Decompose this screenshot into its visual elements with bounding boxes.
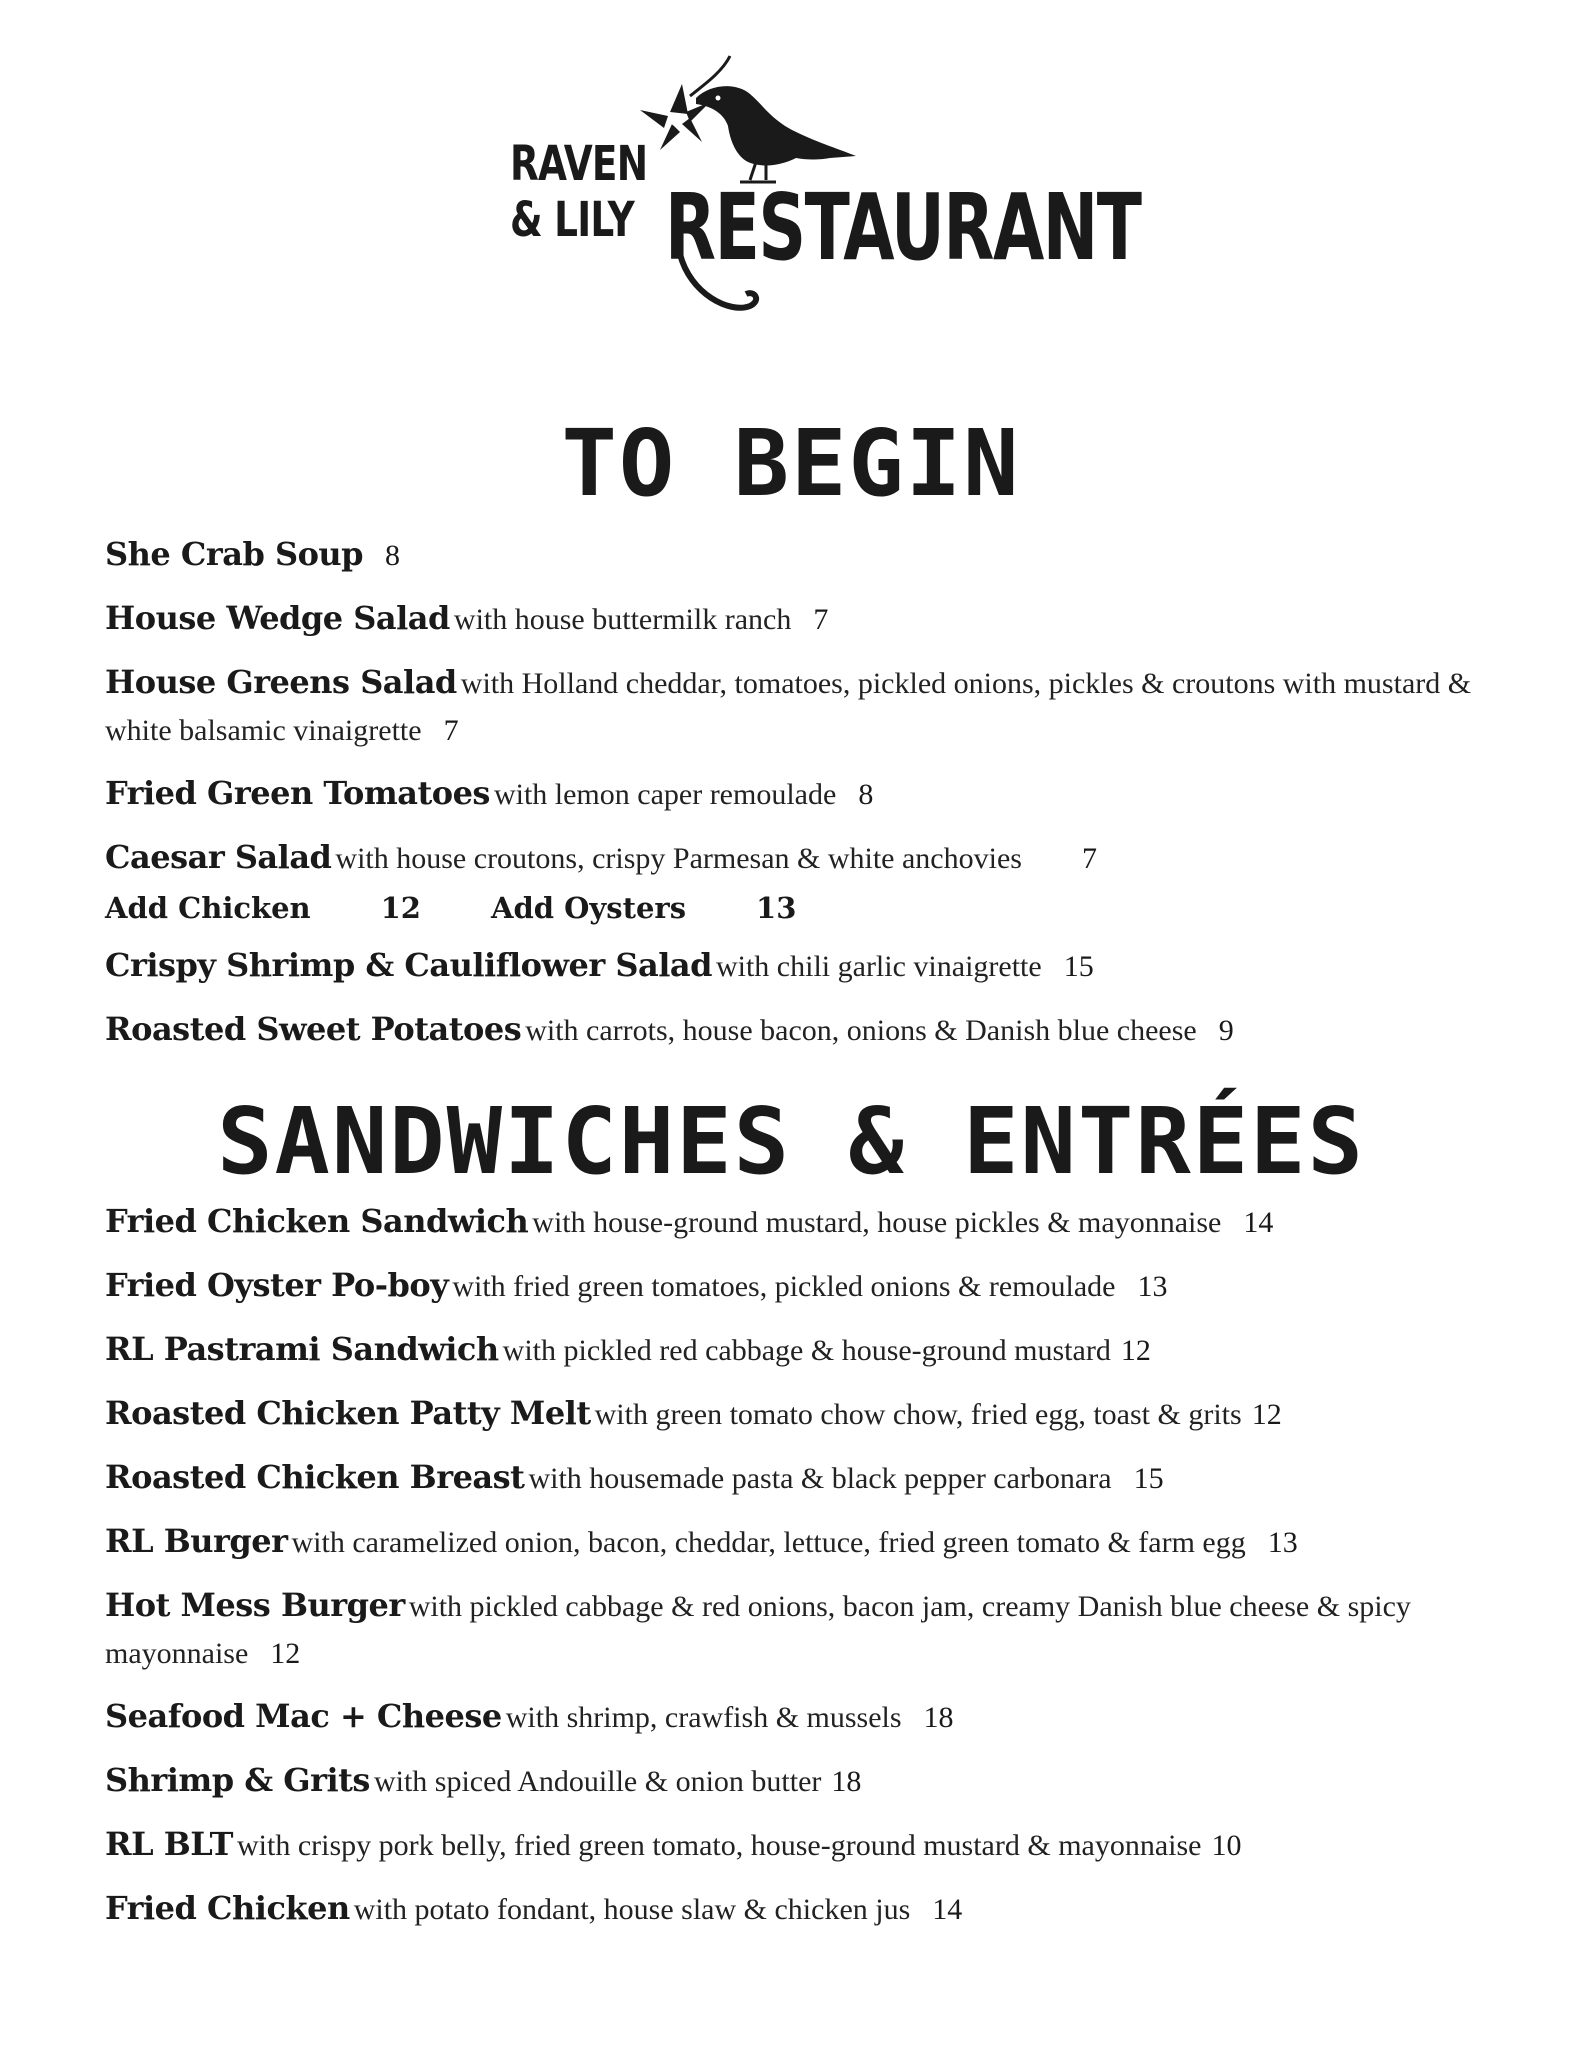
menu-item-name: She Crab Soup [105, 535, 364, 573]
menu-item-price: 10 [1211, 1829, 1242, 1862]
menu-item-price: 8 [385, 539, 401, 572]
menu-item-description: with house croutons, crispy Parmesan & white anchovies [335, 842, 1022, 875]
menu-item-name: Fried Chicken [105, 1889, 350, 1927]
menu-item-description: with potato fondant, house slaw & chicken jus [353, 1893, 911, 1926]
menu-item-description: with fried green tomatoes, pickled onions & remoulade [452, 1270, 1116, 1303]
menu-item-name: Crispy Shrimp & Cauliflower Salad [105, 946, 712, 984]
menu-item-name: Seafood Mac + Cheese [105, 1697, 502, 1735]
menu-item-name: Roasted Chicken Patty Melt [105, 1394, 591, 1432]
menu-item [105, 1456, 1485, 1505]
menu-item [105, 1392, 1485, 1441]
addon-price: 13 [756, 891, 797, 925]
menu-item-name: RL Burger [105, 1522, 288, 1560]
to-begin-menu-list [105, 533, 1485, 1072]
section-title-to-begin: TO BEGIN [561, 410, 1021, 517]
menu-item-price: 12 [1120, 1334, 1151, 1367]
menu-item [105, 1264, 1485, 1313]
menu-item-name: RL Pastrami Sandwich [105, 1330, 499, 1368]
section-title-sandwiches-entrees: SANDWICHES & ENTRÉES [217, 1088, 1365, 1195]
menu-item-description: with chili garlic vinaigrette [715, 950, 1042, 983]
menu-item [105, 1584, 1485, 1680]
menu-item-name: Fried Green Tomatoes [105, 774, 490, 812]
caesar-addons [105, 888, 1485, 928]
menu-item [105, 1520, 1485, 1569]
menu-item-name: Fried Chicken Sandwich [105, 1202, 529, 1240]
menu-item [105, 772, 1485, 821]
menu-item-description: with caramelized onion, bacon, cheddar, lettuce, fried green tomato & farm egg [291, 1526, 1246, 1559]
addon-label: Add Oysters [490, 891, 687, 925]
menu-item-name: Shrimp & Grits [105, 1761, 370, 1799]
menu-item [105, 1200, 1485, 1249]
menu-item-description: with carrots, house bacon, onions & Danish blue cheese [525, 1014, 1197, 1047]
addon-price: 12 [380, 891, 421, 925]
menu-item-name: Roasted Sweet Potatoes [105, 1010, 522, 1048]
menu-item-name: Fried Oyster Po-boy [105, 1266, 449, 1304]
menu-item-price: 12 [1251, 1398, 1282, 1431]
logo-word-raven: RAVEN [510, 136, 648, 192]
menu-item-description: with crispy pork belly, fried green tomato, house-ground mustard & mayonnaise [236, 1829, 1202, 1862]
menu-item-price: 18 [923, 1701, 954, 1734]
restaurant-logo [500, 44, 1141, 334]
menu-item-price: 15 [1063, 950, 1094, 983]
menu-item-name: RL BLT [105, 1825, 233, 1863]
menu-item-price: 13 [1137, 1270, 1168, 1303]
menu-item-name: Caesar Salad [105, 838, 332, 876]
menu-item [105, 944, 1485, 993]
menu-item-price: 13 [1267, 1526, 1298, 1559]
menu-item-description: with spiced Andouille & onion butter [373, 1765, 822, 1798]
logo-word-lily: & LILY [510, 192, 634, 248]
menu-item [105, 836, 1485, 885]
menu-item-description: with house-ground mustard, house pickles & mayonnaise [532, 1206, 1222, 1239]
menu-item [105, 533, 1485, 582]
menu-item [105, 1759, 1485, 1808]
menu-item-description: with housemade pasta & black pepper carbonara [528, 1462, 1112, 1495]
menu-item-description: with lemon caper remoulade [493, 778, 837, 811]
menu-item-name: Hot Mess Burger [105, 1586, 405, 1624]
menu-item-description: with pickled red cabbage & house-ground mustard [502, 1334, 1111, 1367]
menu-item-price: 9 [1218, 1014, 1234, 1047]
menu-item-price: 18 [831, 1765, 862, 1798]
menu-item-description: with pickled cabbage & red onions, bacon jam, creamy Danish blue cheese & spicy mayonnaise [105, 1590, 1411, 1670]
menu-item-name: House Greens Salad [105, 663, 457, 701]
menu-item-price: 14 [1243, 1206, 1274, 1239]
sandwiches-menu-list [105, 1200, 1485, 1951]
menu-item-name: House Wedge Salad [105, 599, 450, 637]
menu-item-price: 12 [270, 1637, 301, 1670]
menu-item-description: with house buttermilk ranch [453, 603, 792, 636]
menu-item [105, 1823, 1485, 1872]
menu-item-description: with shrimp, crawfish & mussels [505, 1701, 902, 1734]
menu-item-price: 8 [858, 778, 874, 811]
menu-item-price: 7 [443, 714, 459, 747]
menu-item-name: Roasted Chicken Breast [105, 1458, 525, 1496]
addon-label: Add Chicken [105, 891, 311, 925]
menu-item-description: with green tomato chow chow, fried egg, toast & grits [594, 1398, 1242, 1431]
menu-item-description: with Holland cheddar, tomatoes, pickled onions, pickles & croutons with mustard & white balsamic vinaigrette [105, 667, 1472, 747]
menu-item [105, 1008, 1485, 1057]
menu-item-price: 7 [1081, 842, 1097, 875]
menu-item [105, 1328, 1485, 1377]
menu-item [105, 661, 1485, 757]
logo-word-restaurant: RESTAURANT [665, 174, 1141, 281]
menu-item [105, 1695, 1485, 1744]
menu-item-price: 7 [813, 603, 829, 636]
menu-item-price: 14 [932, 1893, 963, 1926]
menu-item [105, 597, 1485, 646]
menu-item-price: 15 [1133, 1462, 1164, 1495]
menu-item [105, 1887, 1485, 1936]
